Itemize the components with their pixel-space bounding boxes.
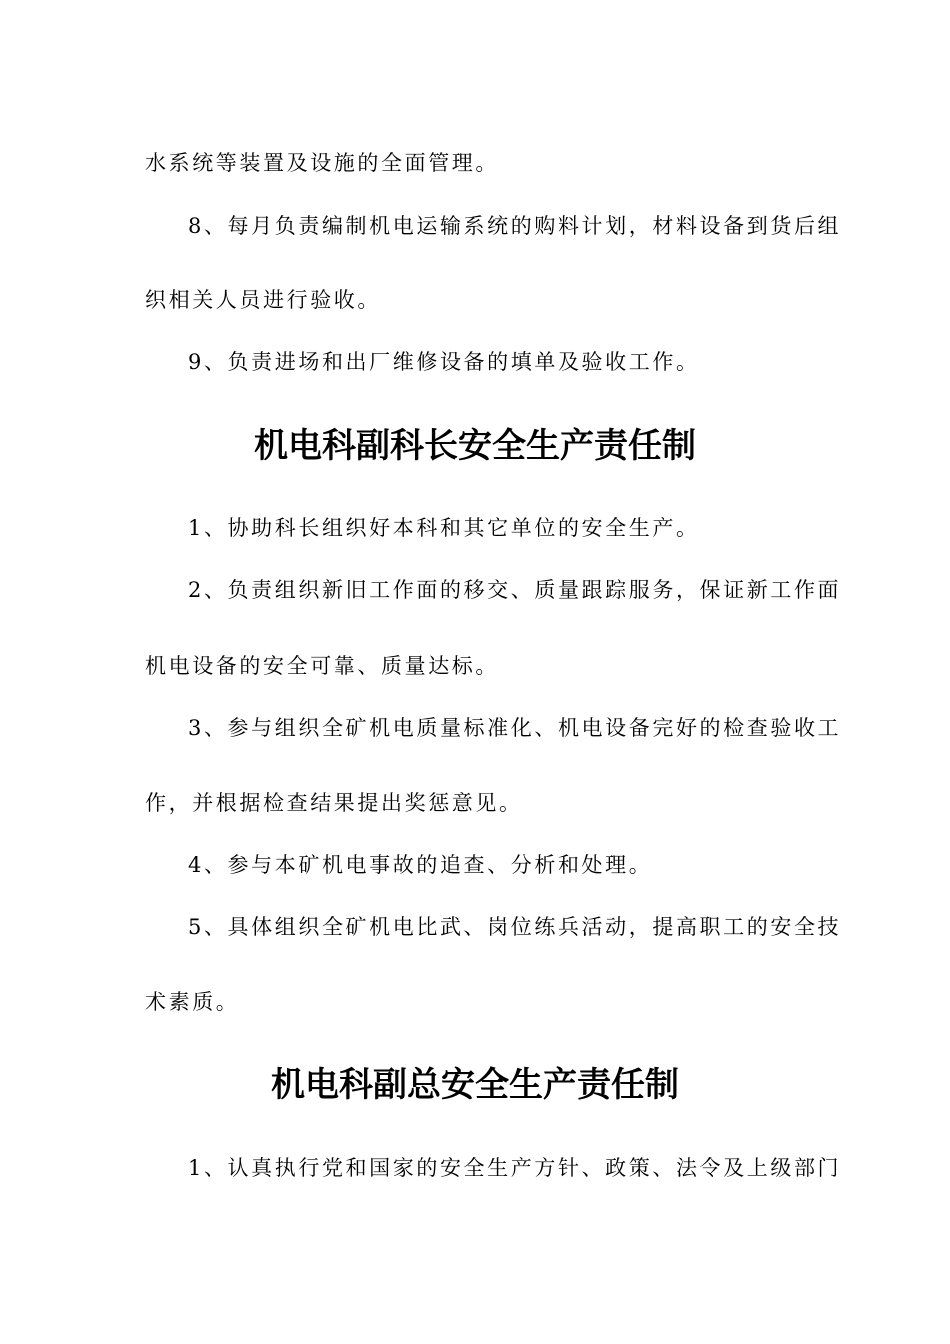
paragraph-line: 织相关人员进行验收。 bbox=[145, 288, 381, 312]
paragraph-line: 8、每月负责编制机电运输系统的购料计划，材料设备到货后组 bbox=[188, 214, 842, 238]
section-heading: 机电科副总安全生产责任制 bbox=[271, 1065, 679, 1105]
section-heading: 机电科副科长安全生产责任制 bbox=[254, 426, 696, 466]
paragraph-line: 4、参与本矿机电事故的追查、分析和处理。 bbox=[188, 853, 653, 877]
paragraph-line: 5、具体组织全矿机电比武、岗位练兵活动，提高职工的安全技 bbox=[188, 915, 842, 939]
paragraph-line: 1、协助科长组织好本科和其它单位的安全生产。 bbox=[188, 516, 700, 540]
paragraph-line: 作，并根据检查结果提出奖惩意见。 bbox=[145, 791, 523, 815]
paragraph-line: 2、负责组织新旧工作面的移交、质量跟踪服务，保证新工作面 bbox=[188, 578, 842, 602]
paragraph-line: 9、负责进场和出厂维修设备的填单及验收工作。 bbox=[188, 350, 700, 374]
paragraph-line: 1、认真执行党和国家的安全生产方针、政策、法令及上级部门 bbox=[188, 1156, 842, 1180]
paragraph-line: 机电设备的安全可靠、质量达标。 bbox=[145, 654, 499, 678]
paragraph-line: 术素质。 bbox=[145, 990, 240, 1014]
paragraph-line: 3、参与组织全矿机电质量标准化、机电设备完好的检查验收工 bbox=[188, 716, 842, 740]
paragraph-line: 水系统等装置及设施的全面管理。 bbox=[145, 151, 499, 175]
